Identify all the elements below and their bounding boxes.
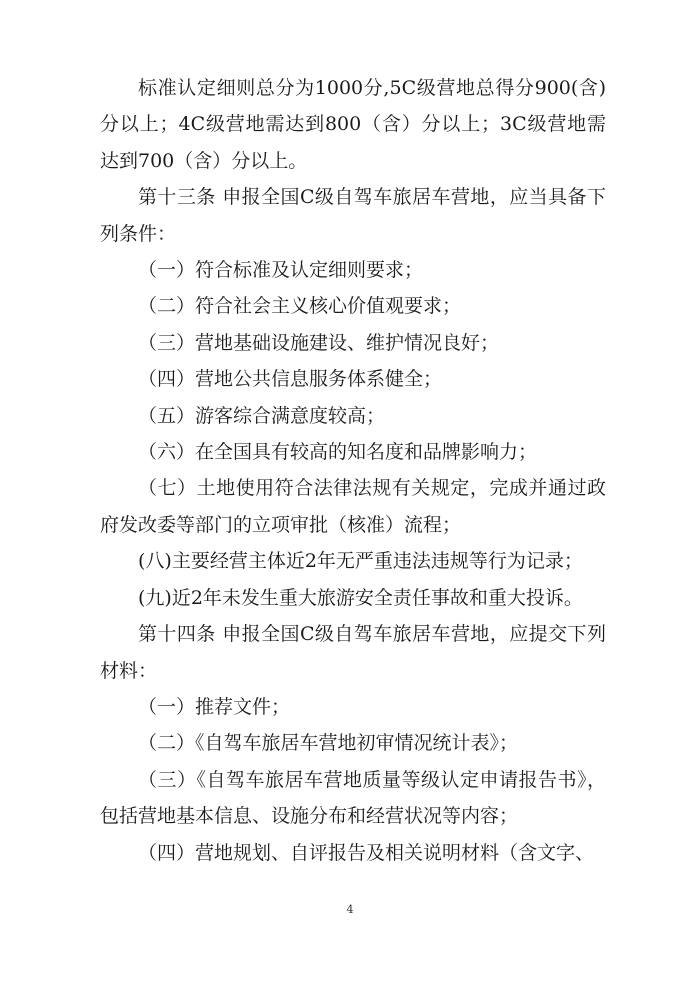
paragraph-condition-1: （一）符合标准及认定细则要求； bbox=[138, 259, 424, 282]
paragraph-condition-7: （七）土地使用符合法律法规有关规定，完成并通过政府发改委等部门的立项审批（核准）流程； bbox=[100, 477, 606, 536]
paragraph-condition-6: （六）在全国具有较高的知名度和品牌影响力； bbox=[138, 441, 538, 464]
paragraph-article-13-heading: 第十三条 申报全国C级自驾车旅居车营地，应当具备下列条件： bbox=[100, 186, 606, 245]
page-number: 4 bbox=[346, 903, 354, 916]
paragraph-condition-3: （三）营地基础设施建设、维护情况良好； bbox=[138, 331, 500, 354]
paragraph-condition-2: （二）符合社会主义核心价值观要求； bbox=[138, 295, 462, 318]
paragraph-condition-8: (八)主要经营主体近2年无严重违法违规等行为记录； bbox=[138, 550, 583, 573]
paragraph-material-2: （二）《自驾车旅居车营地初审情况统计表》； bbox=[138, 732, 519, 755]
paragraph-material-1: （一）推荐文件； bbox=[138, 695, 291, 718]
paragraph-article-14-heading: 第十四条 申报全国C级自驾车旅居车营地，应提交下列材料： bbox=[100, 623, 606, 682]
paragraph-material-4: （四）营地规划、自评报告及相关说明材料（含文字、 bbox=[138, 841, 595, 864]
paragraph-condition-9: (九)近2年未发生重大旅游安全责任事故和重大投诉。 bbox=[138, 586, 583, 609]
paragraph-condition-4: （四）营地公共信息服务体系健全； bbox=[138, 368, 443, 391]
paragraph-material-3: （三）《自驾车旅居车营地质量等级认定申请报告书》，包括营地基本信息、设施分布和经营状况等内容； bbox=[100, 768, 606, 828]
document-body bbox=[100, 70, 606, 871]
paragraph-condition-5: （五）游客综合满意度较高； bbox=[138, 404, 386, 427]
paragraph-scoring-thresholds: 标准认定细则总分为1000分,5C级营地总得分900(含)分以上；4C级营地需达到800（含）分以上；3C级营地需达到700（含）分以上。 bbox=[100, 77, 606, 172]
